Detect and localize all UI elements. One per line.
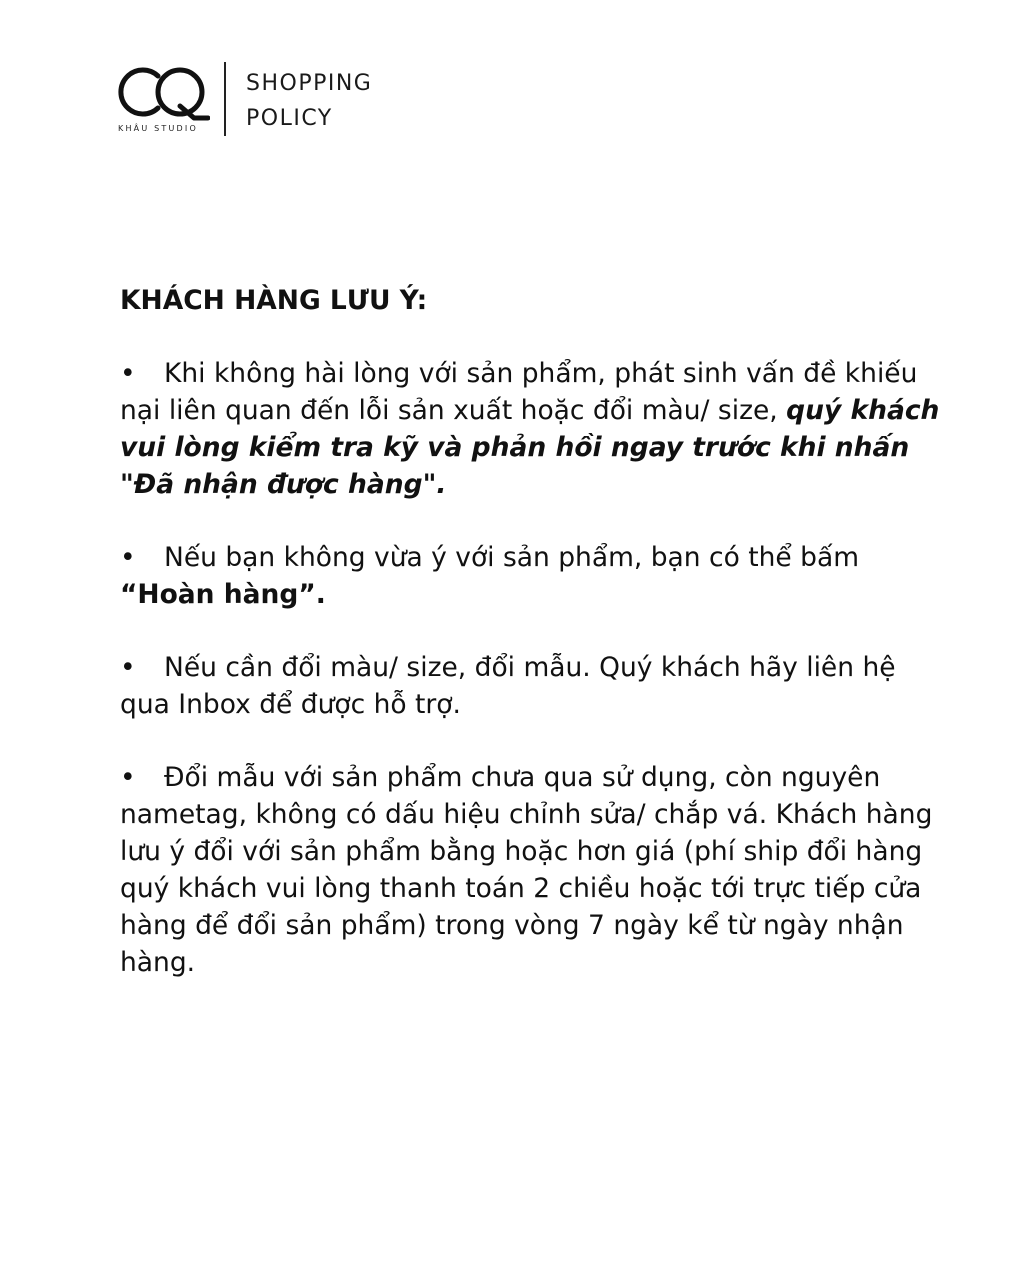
bullet-icon: • bbox=[120, 358, 136, 389]
policy-content bbox=[120, 282, 940, 1017]
policy-item-text: Khi không hài lòng với sản phẩm, phát sinh vấn đề khiếu nại liên quan đến lỗi sản xuất hoặc đổi màu/ size, bbox=[120, 358, 918, 426]
title-line-2: POLICY bbox=[246, 106, 333, 131]
bullet-icon: • bbox=[120, 762, 136, 793]
policy-item bbox=[120, 759, 940, 981]
page-header bbox=[118, 60, 438, 140]
policy-item-text: Đổi mẫu với sản phẩm chưa qua sử dụng, còn nguyên nametag, không có dấu hiệu chỉnh sửa/ chắp vá. Khách hàng lưu ý đổi với sản phẩm bằng hoặc hơn giá (phí ship đổi hàng quý khách vui lòng thanh toán 2 chiều hoặc tới trực tiếp cửa hàng để đổi sản phẩm) trong vòng 7 ngày kể từ ngày nhận hàng. bbox=[120, 762, 933, 978]
policy-item bbox=[120, 355, 940, 503]
policy-item-emphasis: “Hoàn hàng”. bbox=[120, 579, 326, 610]
policy-item-text: Nếu bạn không vừa ý với sản phẩm, bạn có thể bấm bbox=[164, 542, 860, 573]
title-line-1: SHOPPING bbox=[246, 71, 373, 96]
cq-logo-icon bbox=[118, 62, 210, 124]
header-divider bbox=[224, 62, 226, 136]
bullet-icon: • bbox=[120, 542, 136, 573]
policy-item bbox=[120, 539, 940, 613]
section-heading: KHÁCH HÀNG LƯU Ý: bbox=[120, 285, 428, 316]
page-title bbox=[246, 66, 372, 136]
brand-subtitle: KHÂU STUDIO bbox=[118, 124, 198, 133]
policy-item-text: Nếu cần đổi màu/ size, đổi mẫu. Quý khách hãy liên hệ qua Inbox để được hỗ trợ. bbox=[120, 652, 896, 720]
policy-item-emphasis: quý khách vui lòng kiểm tra kỹ và phản hồi ngay trước khi nhấn "Đã nhận được hàng". bbox=[120, 395, 940, 500]
bullet-icon: • bbox=[120, 652, 136, 683]
policy-item bbox=[120, 649, 940, 723]
